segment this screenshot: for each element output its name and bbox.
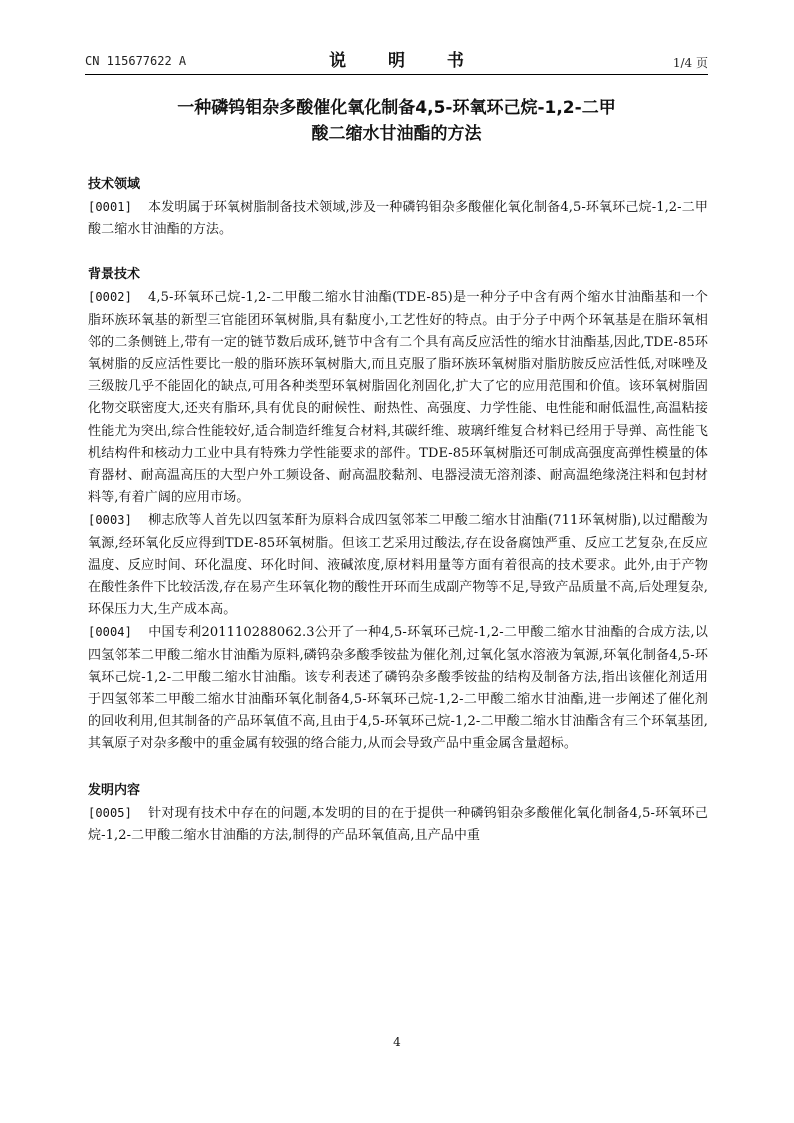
title-line-2: 酸二缩水甘油酯的方法 <box>311 124 482 144</box>
paragraph-text: 中国专利201110288062.3公开了一种4,5-环氧环己烷-1,2-二甲酸二缩水甘油酯的合成方法,以四氢邻苯二甲酸二缩水甘油酯为原料,磷钨杂多酸季铵盐为催化剂,过氧化氢水溶液为氧源,环氧化制备4,5-环氧环己烷-1,2-二甲酸二缩水甘油酯。该专利表述了磷钨杂多酸季铵盐的结构及制备方法,指出该催化剂适用于四氢邻苯二甲酸二缩水甘油酯环氧化制备4,5-环氧环己烷-1,2-二甲酸二缩水甘油酯,进一步阐述了催化剂的回收利用,但其制备的产品环氧值不高,且由于4,5-环氧环己烷-1,2-二甲酸二缩水甘油酯含有三个环氧基团,其氧原子对杂多酸中的重金属有较强的络合能力,从而会导致产品中重金属含量超标。 <box>88 625 708 752</box>
section-background <box>88 264 708 755</box>
paragraph <box>88 802 708 847</box>
document-type: 说 明 书 <box>329 51 482 71</box>
section-heading: 发明内容 <box>88 782 141 798</box>
title-line-1: 一种磷钨钼杂多酸催化氧化制备4,5-环氧环己烷-1,2-二甲 <box>177 98 616 118</box>
page-number: 4 <box>393 1035 401 1049</box>
paragraph-text: 本发明属于环氧树脂制备技术领域,涉及一种磷钨钼杂多酸催化氧化制备4,5-环氧环己烷-1,2-二甲酸二缩水甘油酯的方法。 <box>88 200 708 238</box>
document-number: CN 115677622 A <box>85 54 187 68</box>
section-heading: 背景技术 <box>88 267 141 283</box>
paragraph-text: 4,5-环氧环己烷-1,2-二甲酸二缩水甘油酯(TDE-85)是一种分子中含有两个缩水甘油酯基和一个脂环族环氧基的新型三官能团环氧树脂,具有黏度小,工艺性好的特点。由于分子中两个环氧基是在脂环氧相邻的二条侧链上,带有一定的链节数后成环,链节中含有二个具有高反应活性的缩水甘油酯基,因此,TDE-85环氧树脂的反应活性要比一般的脂环族环氧树脂大,而且克服了脂环族环氧树脂对脂肪胺反应活性低,对咪唑及三级胺几乎不能固化的缺点,可用各种类型环氧树脂固化剂固化,扩大了它的应用范围和价值。该环氧树脂固化物交联密度大,还夹有脂环,具有优良的耐候性、耐热性、高强度、力学性能、电性能和耐低温性,高温粘接性能尤为突出,综合性能较好,适合制造纤维复合材料,其碳纤维、玻璃纤维复合材料已经用于导弹、高性能飞机结构件和核动力工业中具有特殊力学性能要求的部件。TDE-85环氧树脂还可制成高强度高弹性模量的体育器材、耐高温高压的大型户外工频设备、耐高温胶黏剂、电器浸渍无溶剂漆、耐高温绝缘浇注料和包封材料等,有着广阔的应用市场。 <box>88 290 708 506</box>
paragraph-number: [0005] <box>88 805 132 820</box>
paragraph-text: 针对现有技术中存在的问题,本发明的目的在于提供一种磷钨钼杂多酸催化氧化制备4,5-环氧环己烷-1,2-二甲酸二缩水甘油酯的方法,制得的产品环氧值高,且产品中重 <box>88 805 708 843</box>
document-title <box>85 95 708 147</box>
paragraph <box>88 286 708 509</box>
header-divider <box>85 74 708 75</box>
section-summary <box>88 780 708 847</box>
paragraph-number: [0004] <box>88 625 132 640</box>
paragraph <box>88 196 708 241</box>
paragraph <box>88 621 708 755</box>
paragraph <box>88 509 708 621</box>
page-header <box>85 44 708 74</box>
page-info: 1/4 页 <box>672 56 708 70</box>
paragraph-text: 柳志欣等人首先以四氢苯酐为原料合成四氢邻苯二甲酸二缩水甘油酯(711环氧树脂),以过醋酸为氧源,经环氧化反应得到TDE-85环氧树脂。但该工艺采用过酸法,存在设备腐蚀严重、反应工艺复杂,在反应温度、反应时间、环化温度、环化时间、液碱浓度,原材料用量等方面有着很高的技术要求。此外,由于产物在酸性条件下比较活泼,存在易产生环氧化物的酸性开环而生成副产物等不足,导致产品质量不高,后处理复杂,环保压力大,生产成本高。 <box>88 513 708 618</box>
paragraph-number: [0003] <box>88 513 132 528</box>
paragraph-number: [0002] <box>88 290 132 305</box>
section-heading: 技术领域 <box>88 177 141 192</box>
document-body <box>88 174 708 863</box>
paragraph-number: [0001] <box>88 200 132 214</box>
section-technical-field <box>88 174 708 241</box>
